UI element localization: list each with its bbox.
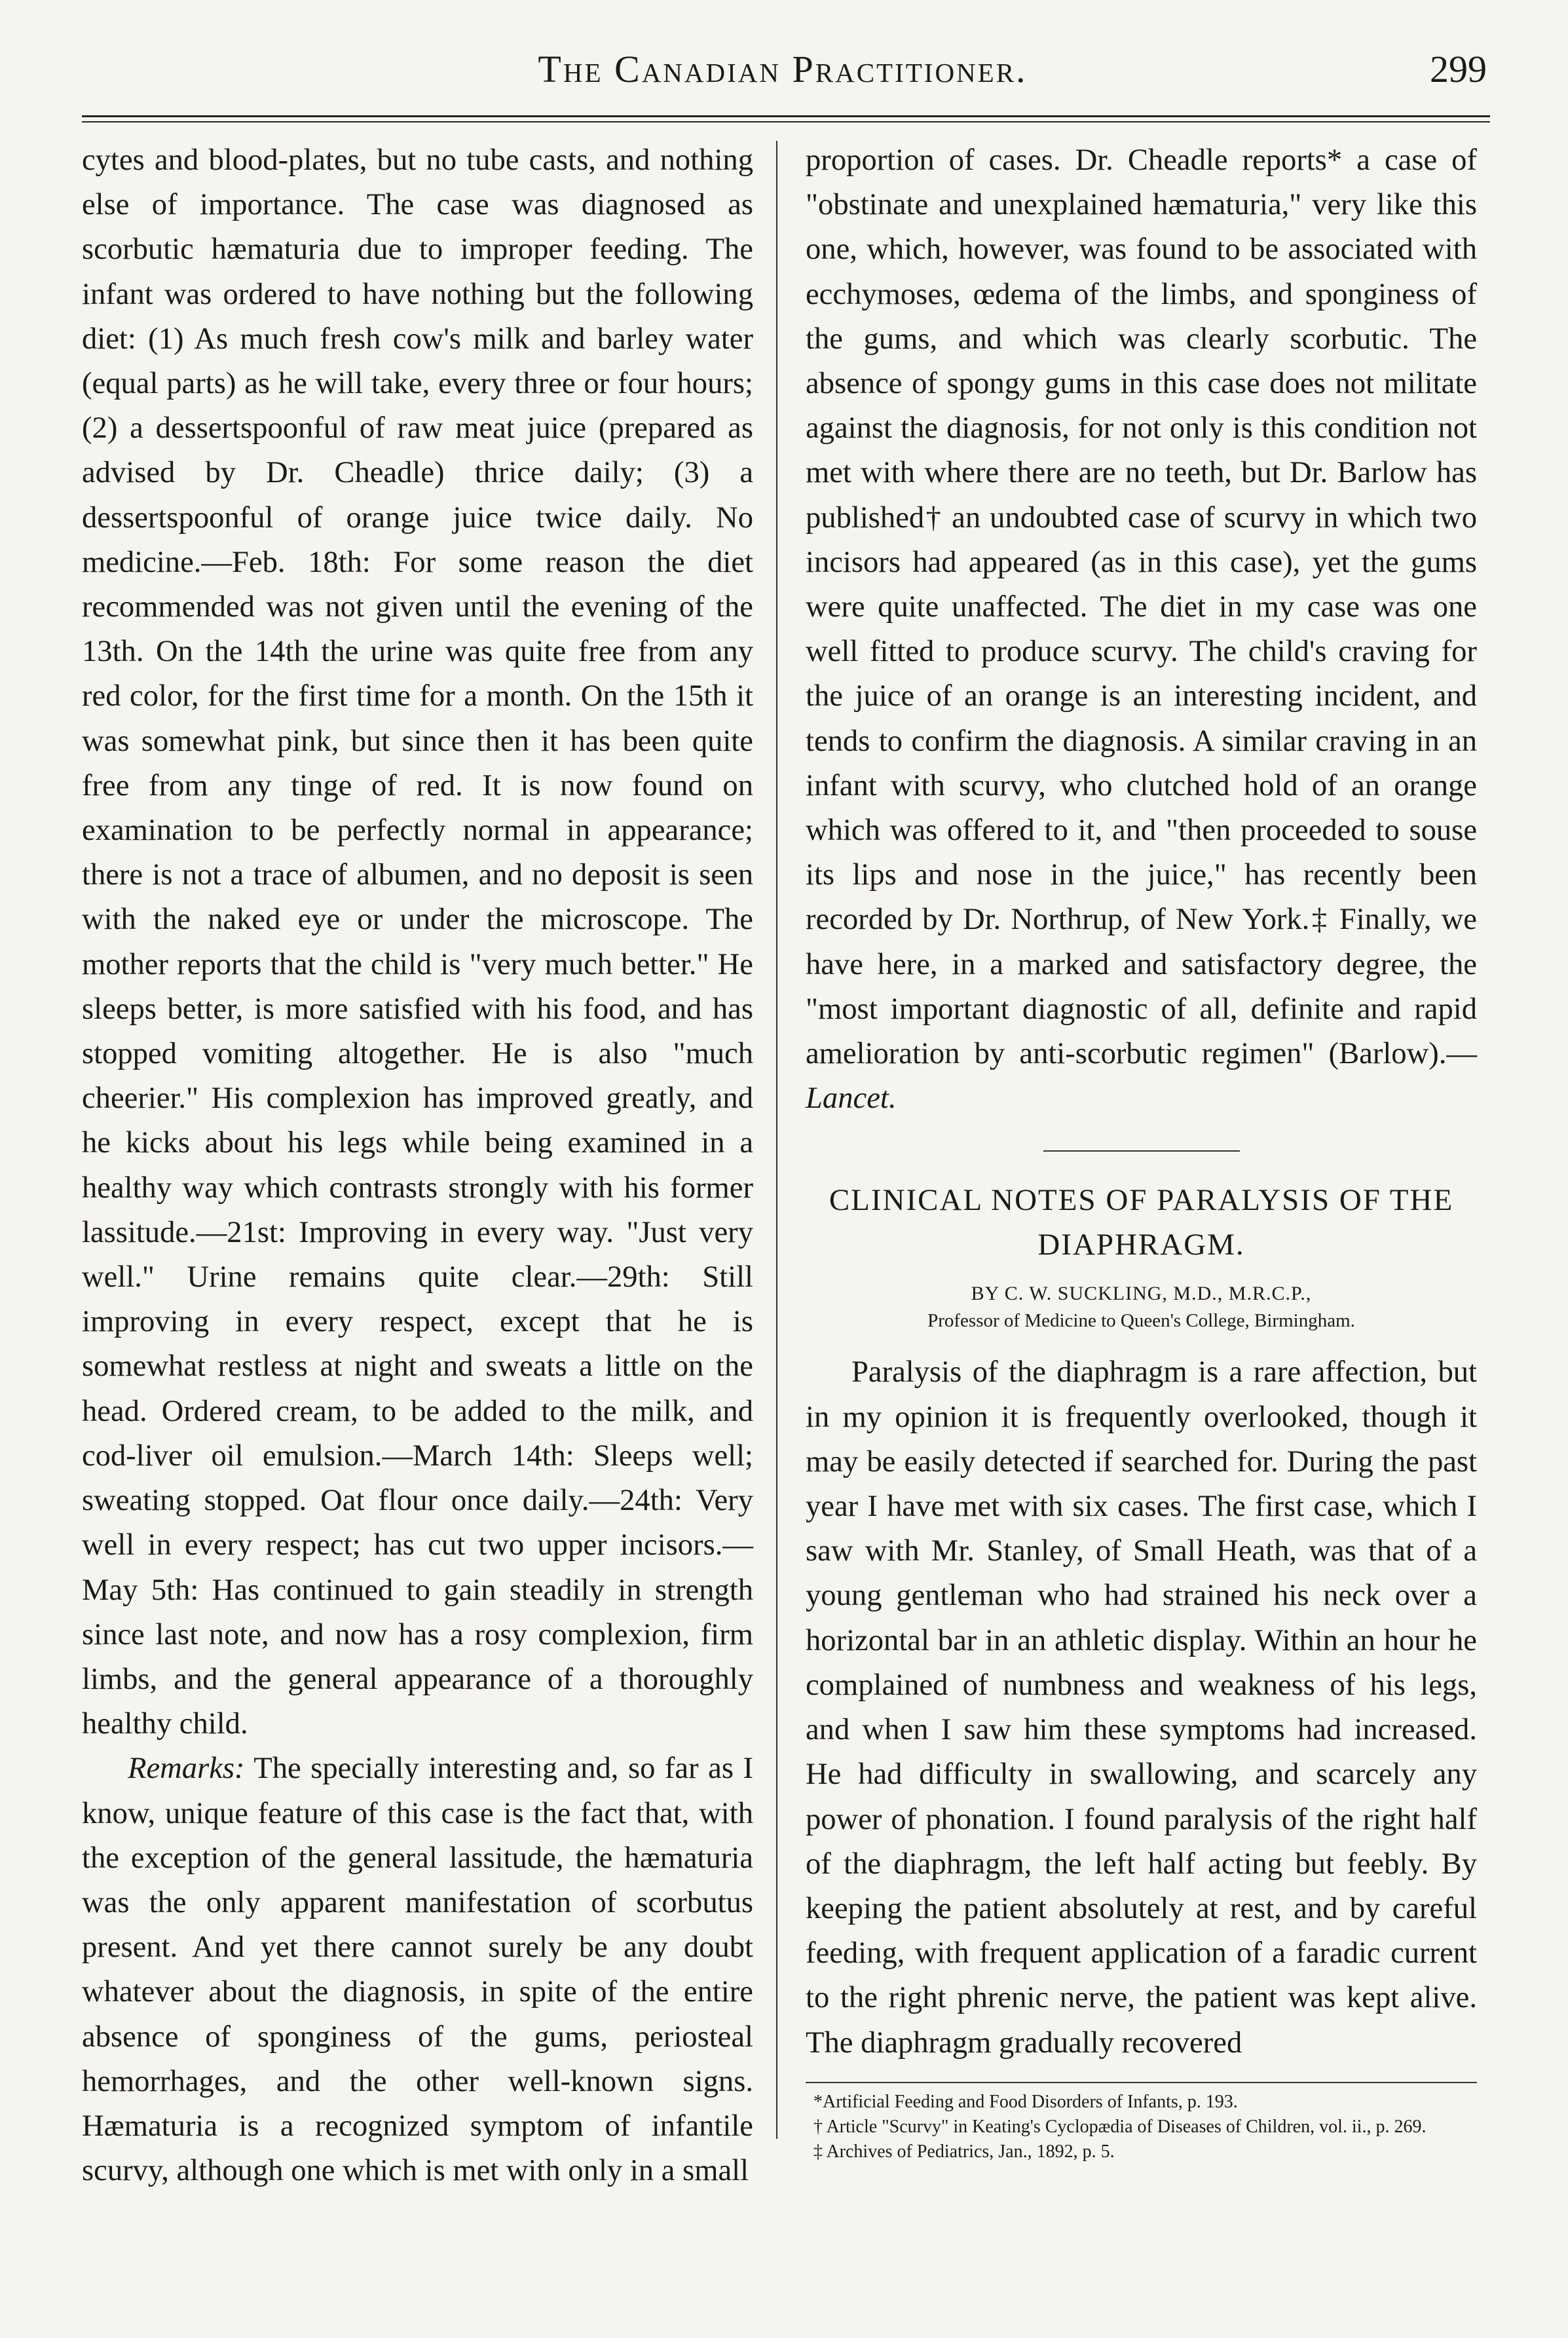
author-byline: BY C. W. SUCKLING, M.D., M.R.C.P., bbox=[971, 1283, 1312, 1305]
article-title: CLINICAL NOTES OF PARALYSIS OF THE DIAPHRAGM. bbox=[829, 1183, 1454, 1262]
remarks-paragraph bbox=[82, 1746, 753, 2193]
footnotes bbox=[806, 2091, 1477, 2163]
left-column bbox=[82, 138, 753, 2193]
remarks-lead: Remarks: bbox=[128, 1751, 245, 1786]
body-paragraph bbox=[806, 138, 1477, 1120]
footnote-rule bbox=[806, 2082, 1477, 2083]
section-separator bbox=[1043, 1150, 1240, 1152]
article-paragraph: Paralysis of the diaphragm is a rare affection, but in my opinion it is frequently overlooked, though it may be easily detected if searched for. During the past year I have met with six cases. The first case, which I saw with Mr. Stanley, of Small Heath, was that of a young gentleman who had strained his neck over a horizontal bar in an athletic display. Within an hour he complained of numbness and weakness of his legs, and when I saw him these symptoms had increased. He had difficulty in swallowing, and scarcely any power of phonation. I found paralysis of the right half of the diaphragm, the left half acting but feebly. By keeping the patient absolutely at rest, and by careful feeding, with frequent application of a faradic current to the right phrenic nerve, the patient was kept alive. The diaphragm gradually recovered bbox=[806, 1355, 1477, 2060]
column-divider bbox=[776, 141, 777, 2139]
remarks-text: The specially interesting and, so far as I know, unique feature of this case is the fact that, with the exception of the general lassitude, the hæmaturia was the only apparent manifestation of scorbutus present. And yet there cannot surely be any doubt whatever about the diagnosis, in spite of the entire absence of sponginess of the gums, periosteal hemorrhages, and the other well-known signs. Hæmaturia is a recognized symptom of infantile scurvy, although one which is met with only in a small bbox=[82, 1751, 753, 2188]
footnote: ‡ Archives of Pediatrics, Jan., 1892, p. 5. bbox=[813, 2141, 1115, 2162]
footnote: † Article "Scurvy" in Keating's Cyclopædia of Diseases of Children, vol. ii., p. 269. bbox=[813, 2116, 1427, 2137]
header-rule bbox=[82, 115, 1490, 123]
body-paragraph: cytes and blood-plates, but no tube casts, and nothing else of importance. The case was diagnosed as scorbutic hæmaturia due to improper feeding. The infant was ordered to have nothing but the following diet: (1) As much fresh cow's milk and barley water (equal parts) as he will take, every three or four hours; (2) a dessertspoonful of raw meat juice (prepared as advised by Dr. Cheadle) thrice daily; (3) a dessertspoonful of orange juice twice daily. No medicine.—Feb. 18th: For some reason the diet recommended was not given until the evening of the 13th. On the 14th the urine was quite free from any red color, for the first time for a month. On the 15th it was somewhat pink, but since then it has been quite free from any tinge of red. It is now found on examination to be perfectly normal in appearance; there is not a trace of albumen, and no deposit is seen with the naked eye or under the microscope. The mother reports that the child is "very much better." He sleeps better, is more satisfied with his food, and has stopped vomiting altogether. He is also "much cheerier." His complexion has improved greatly, and he kicks about his legs while being examined in a healthy way which contrasts strongly with his former lassitude.—21st: Improving in every way. "Just very well." Urine remains quite clear.—29th: Still improving in every respect, except that he is somewhat restless at night and sweats a little on the head. Ordered cream, to be added to the milk, and cod-liver oil emulsion.—March 14th: Sleeps well; sweating stopped. Oat flour once daily.—24th: Very well in every respect; has cut two upper incisors.—May 5th: Has continued to gain steadily in strength since last note, and now has a rosy complexion, firm limbs, and the general appearance of a thoroughly healthy child. bbox=[82, 143, 753, 1741]
page-number: 299 bbox=[1430, 48, 1487, 90]
page-header bbox=[79, 41, 1487, 106]
footnote: *Artificial Feeding and Food Disorders of Infants, p. 193. bbox=[813, 2091, 1238, 2112]
running-title: The Canadian Practitioner. bbox=[538, 48, 1028, 90]
body-text: proportion of cases. Dr. Cheadle reports* a case of "obstinate and unexplained hæmaturia," very like this one, which, however, was found to be associated with ecchymoses, œdema of the limbs, and sponginess of the gums, and which was clearly scorbutic. The absence of spongy gums in this case does not militate against the diagnosis, for not only is this condition not met with where there are no teeth, but Dr. Barlow has published† an undoubted case of scurvy in which two incisors had appeared (as in this case), yet the gums were quite unaffected. The diet in my case was one well fitted to produce scurvy. The child's craving for the juice of an orange is an interesting incident, and tends to confirm the diagnosis. A similar craving in an infant with scurvy, who clutched hold of an orange which was offered to it, and "then proceeded to souse its lips and nose in the juice," has recently been recorded by Dr. Northrup, of New York.‡ Finally, we have here, in a marked and satisfactory degree, the "most important diagnostic of all, definite and rapid amelioration by anti-scorbutic regimen" (Barlow).— bbox=[806, 143, 1477, 1071]
source-citation: Lancet. bbox=[806, 1081, 897, 1116]
right-column bbox=[806, 138, 1477, 2166]
author-affiliation: Professor of Medicine to Queen's College, Birmingham. bbox=[927, 1310, 1355, 1332]
